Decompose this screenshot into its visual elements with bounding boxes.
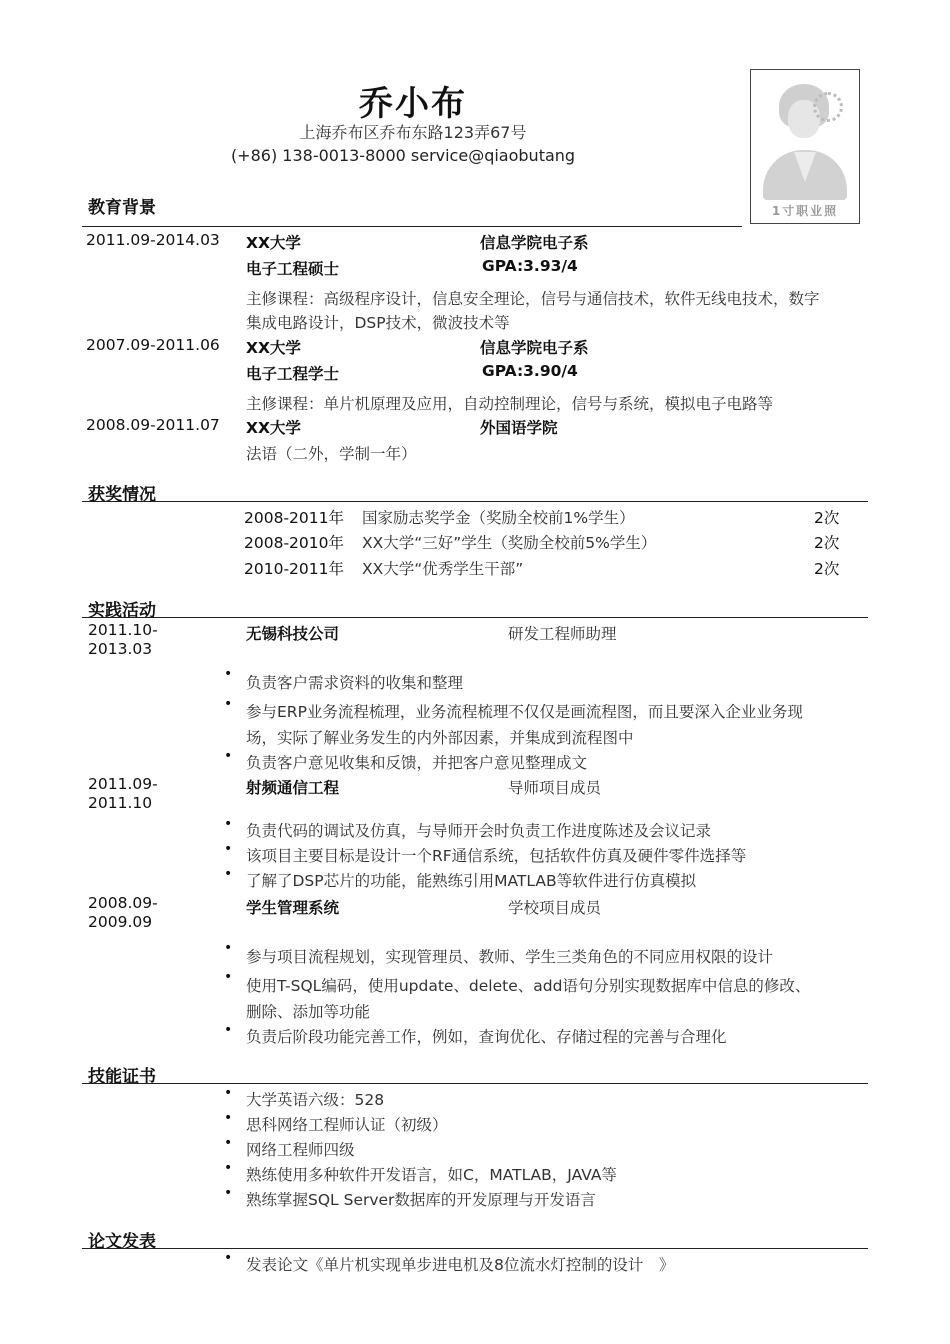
- edu-degree: 电子工程硕士: [246, 260, 340, 278]
- candidate-name: 乔小布: [359, 84, 467, 124]
- section-divider: [82, 1248, 868, 1249]
- award-count: 2次: [814, 509, 840, 527]
- bullet-icon: •: [224, 748, 233, 764]
- section-title-skills: 技能证书: [88, 1067, 156, 1087]
- practice-item: 负责客户需求资料的收集和整理: [246, 674, 464, 692]
- bullet-icon: •: [224, 1022, 233, 1038]
- practice-date-end: 2013.03: [88, 640, 153, 658]
- practice-date-end: 2009.09: [88, 913, 153, 931]
- section-title-awards: 获奖情况: [88, 485, 156, 505]
- award-title: XX大学“优秀学生干部”: [362, 560, 524, 578]
- address: 上海乔布区乔布东路123弄67号: [299, 123, 527, 142]
- section-divider: [82, 226, 742, 227]
- bullet-icon: •: [224, 1085, 233, 1101]
- edu-degree: 电子工程学士: [246, 365, 340, 383]
- bullet-icon: •: [224, 1160, 233, 1176]
- award-title: XX大学“三好”学生（奖励全校前5%学生）: [362, 534, 657, 552]
- bullet-icon: •: [224, 816, 233, 832]
- section-title-education: 教育背景: [88, 198, 156, 218]
- edu-school: XX大学: [246, 234, 301, 252]
- bullet-icon: •: [224, 841, 233, 857]
- skill-item: 大学英语六级：528: [246, 1091, 385, 1109]
- photo-caption: 1寸职业照: [771, 204, 839, 218]
- award-count: 2次: [814, 534, 840, 552]
- bullet-icon: •: [224, 696, 233, 712]
- bullet-icon: •: [224, 1185, 233, 1201]
- edu-dept: 信息学院电子系: [480, 339, 589, 357]
- contact-info: (+86) 138-0013-8000 service@qiaobutang: [230, 146, 576, 165]
- skill-item: 网络工程师四级: [246, 1141, 355, 1159]
- skill-item: 思科网络工程师认证（初级）: [246, 1116, 448, 1134]
- award-years: 2008-2010年: [244, 534, 344, 552]
- bullet-icon: •: [224, 969, 233, 985]
- practice-role: 学校项目成员: [508, 899, 602, 917]
- edu-school: XX大学: [246, 419, 301, 437]
- practice-role: 导师项目成员: [508, 779, 602, 797]
- award-count: 2次: [814, 560, 840, 578]
- edu-date: 2011.09-2014.03: [86, 231, 220, 249]
- edu-courses: 主修课程：单片机原理及应用，自动控制理论，信号与系统，模拟电子电路等: [246, 395, 774, 413]
- section-divider: [82, 1083, 868, 1084]
- skill-item: 熟练使用多种软件开发语言，如C，MATLAB，JAVA等: [246, 1166, 617, 1184]
- edu-gpa: GPA:3.93/4: [482, 257, 578, 275]
- edu-note: 法语（二外，学制一年）: [246, 445, 417, 463]
- edu-date: 2007.09-2011.06: [86, 336, 220, 354]
- practice-role: 研发工程师助理: [508, 625, 617, 643]
- practice-item: 参与ERP业务流程梳理，业务流程梳理不仅仅是画流程图，而且要深入企业业务现: [246, 703, 803, 721]
- bullet-icon: •: [224, 1135, 233, 1151]
- practice-item: 负责代码的调试及仿真，与导师开会时负责工作进度陈述及会议记录: [246, 822, 712, 840]
- edu-gpa: GPA:3.90/4: [482, 362, 578, 380]
- practice-item: 使用T-SQL编码，使用update、delete、add语句分别实现数据库中信息的修改、: [246, 977, 811, 995]
- skill-item: 熟练掌握SQL Server数据库的开发原理与开发语言: [246, 1191, 596, 1209]
- edu-dept: 信息学院电子系: [480, 234, 589, 252]
- paper-item: 发表论文《单片机实现单步进电机及8位流水灯控制的设计 》: [246, 1256, 675, 1274]
- section-divider: [82, 501, 868, 502]
- bullet-icon: •: [224, 940, 233, 956]
- edu-date: 2008.09-2011.07: [86, 416, 220, 434]
- practice-item-cont: 场，实际了解业务发生的内外部因素，并集成到流程图中: [246, 729, 634, 747]
- watermark-stamp-icon: [813, 92, 843, 122]
- bullet-icon: •: [224, 1110, 233, 1126]
- practice-item: 参与项目流程规划，实现管理员、教师、学生三类角色的不同应用权限的设计: [246, 948, 774, 966]
- edu-dept: 外国语学院: [480, 419, 558, 437]
- award-years: 2008-2011年: [244, 509, 344, 527]
- profile-photo: [750, 69, 860, 224]
- practice-org: 射频通信工程: [246, 779, 340, 797]
- award-title: 国家励志奖学金（奖励全校前1%学生）: [362, 509, 635, 527]
- practice-item-cont: 删除、添加等功能: [246, 1003, 371, 1021]
- bullet-icon: •: [224, 1250, 233, 1266]
- practice-item: 了解了DSP芯片的功能，能熟练引用MATLAB等软件进行仿真模拟: [246, 872, 697, 890]
- section-divider: [82, 617, 868, 618]
- practice-org: 学生管理系统: [246, 899, 340, 917]
- edu-courses-cont: 集成电路设计，DSP技术，微波技术等: [246, 314, 510, 332]
- practice-item: 负责后阶段功能完善工作，例如，查询优化、存储过程的完善与合理化: [246, 1028, 727, 1046]
- practice-item: 该项目主要目标是设计一个RF通信系统，包括软件仿真及硬件零件选择等: [246, 847, 747, 865]
- section-title-practice: 实践活动: [88, 601, 156, 621]
- practice-date: 2011.10-: [88, 621, 158, 639]
- edu-courses: 主修课程：高级程序设计，信息安全理论，信号与通信技术，软件无线电技术，数字: [246, 290, 820, 308]
- section-title-papers: 论文发表: [88, 1232, 156, 1252]
- award-years: 2010-2011年: [244, 560, 344, 578]
- edu-school: XX大学: [246, 339, 301, 357]
- practice-date: 2008.09-: [88, 894, 158, 912]
- practice-item: 负责客户意见收集和反馈，并把客户意见整理成文: [246, 754, 588, 772]
- practice-org: 无锡科技公司: [246, 625, 340, 643]
- bullet-icon: •: [224, 666, 233, 682]
- bullet-icon: •: [224, 866, 233, 882]
- practice-date: 2011.09-: [88, 775, 158, 793]
- practice-date-end: 2011.10: [88, 794, 153, 812]
